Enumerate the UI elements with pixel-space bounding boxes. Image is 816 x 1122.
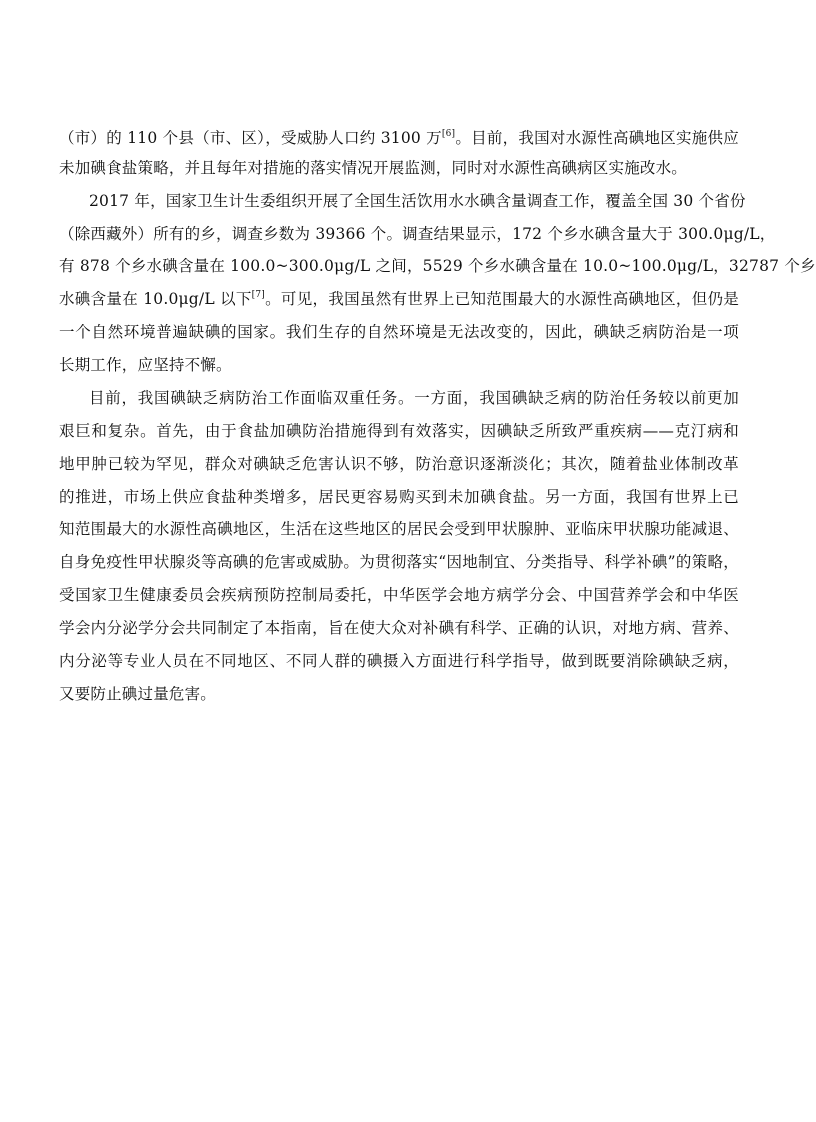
paragraph-3-line-9: 内分泌等专业人员在不同地区、不同人群的碘摄入方面进行科学指导，做到既要消除碘缺乏病，: [59, 652, 739, 670]
paragraph-2-line-2: （除西藏外）所有的乡，调查乡数为 39366 个。调查结果显示，172 个乡水碘含量大于 300.0μg/L，: [59, 225, 776, 243]
text-segment: 水碘含量在 10.0μg/L 以下: [59, 290, 252, 308]
paragraph-1-line-1: [59, 125, 739, 151]
citation-ref: [6]: [441, 129, 456, 139]
paragraph-3-line-6: 自身免疫性甲状腺炎等高碘的危害或威胁。为贯彻落实“因地制宜、分类指导、科学补碘”的策略，: [59, 553, 739, 571]
paragraph-3-line-2: 艰巨和复杂。首先，由于食盐加碘防治措施得到有效落实，因碘缺乏所致严重疾病——克汀病和: [59, 422, 739, 440]
paragraph-1-line-2: 未加碘食盐策略，并且每年对措施的落实情况开展监测，同时对水源性高碘病区实施改水。: [59, 159, 688, 177]
text-segment: （市）的 110 个县（市、区），受威胁人口约 3100 万: [59, 129, 442, 147]
paragraph-2-line-6: 长期工作，应坚持不懈。: [59, 356, 232, 374]
paragraph-3-line-1: 目前，我国碘缺乏病防治工作面临双重任务。一方面，我国碘缺乏病的防治任务较以前更加: [89, 389, 739, 407]
paragraph-3-line-5: 知范围最大的水源性高碘地区，生活在这些地区的居民会受到甲状腺肿、亚临床甲状腺功能减退、: [59, 520, 739, 538]
paragraph-2-line-5: 一个自然环境普遍缺碘的国家。我们生存的自然环境是无法改变的，因此，碘缺乏病防治是一项: [59, 323, 739, 341]
paragraph-2-line-3: 有 878 个乡水碘含量在 100.0~300.0μg/L 之间，5529 个乡水碘含量在 10.0~100.0μg/L，32787 个乡: [59, 257, 816, 275]
paragraph-3-line-10: 又要防止碘过量危害。: [59, 685, 217, 703]
paragraph-3-line-4: 的推进，市场上供应食盐种类增多，居民更容易购买到未加碘食盐。另一方面，我国有世界上已: [59, 488, 739, 506]
citation-ref: [7]: [251, 290, 266, 300]
paragraph-2-line-1: 2017 年，国家卫生计生委组织开展了全国生活饮用水水碘含量调查工作，覆盖全国 30 个省份: [89, 192, 746, 210]
text-segment: 。可见，我国虽然有世界上已知范围最大的水源性高碘地区，但仍是: [265, 290, 739, 308]
paragraph-3-line-8: 学会内分泌学分会共同制定了本指南，旨在使大众对补碘有科学、正确的认识，对地方病、营养、: [59, 619, 739, 637]
paragraph-2-line-4: [59, 286, 739, 312]
paragraph-3-line-3: 地甲肿已较为罕见，群众对碘缺乏危害认识不够，防治意识逐渐淡化；其次，随着盐业体制改革: [59, 455, 739, 473]
text-segment: 。目前，我国对水源性高碘地区实施供应: [455, 129, 739, 147]
paragraph-3-line-7: 受国家卫生健康委员会疾病预防控制局委托，中华医学会地方病学分会、中国营养学会和中华医: [59, 586, 739, 604]
